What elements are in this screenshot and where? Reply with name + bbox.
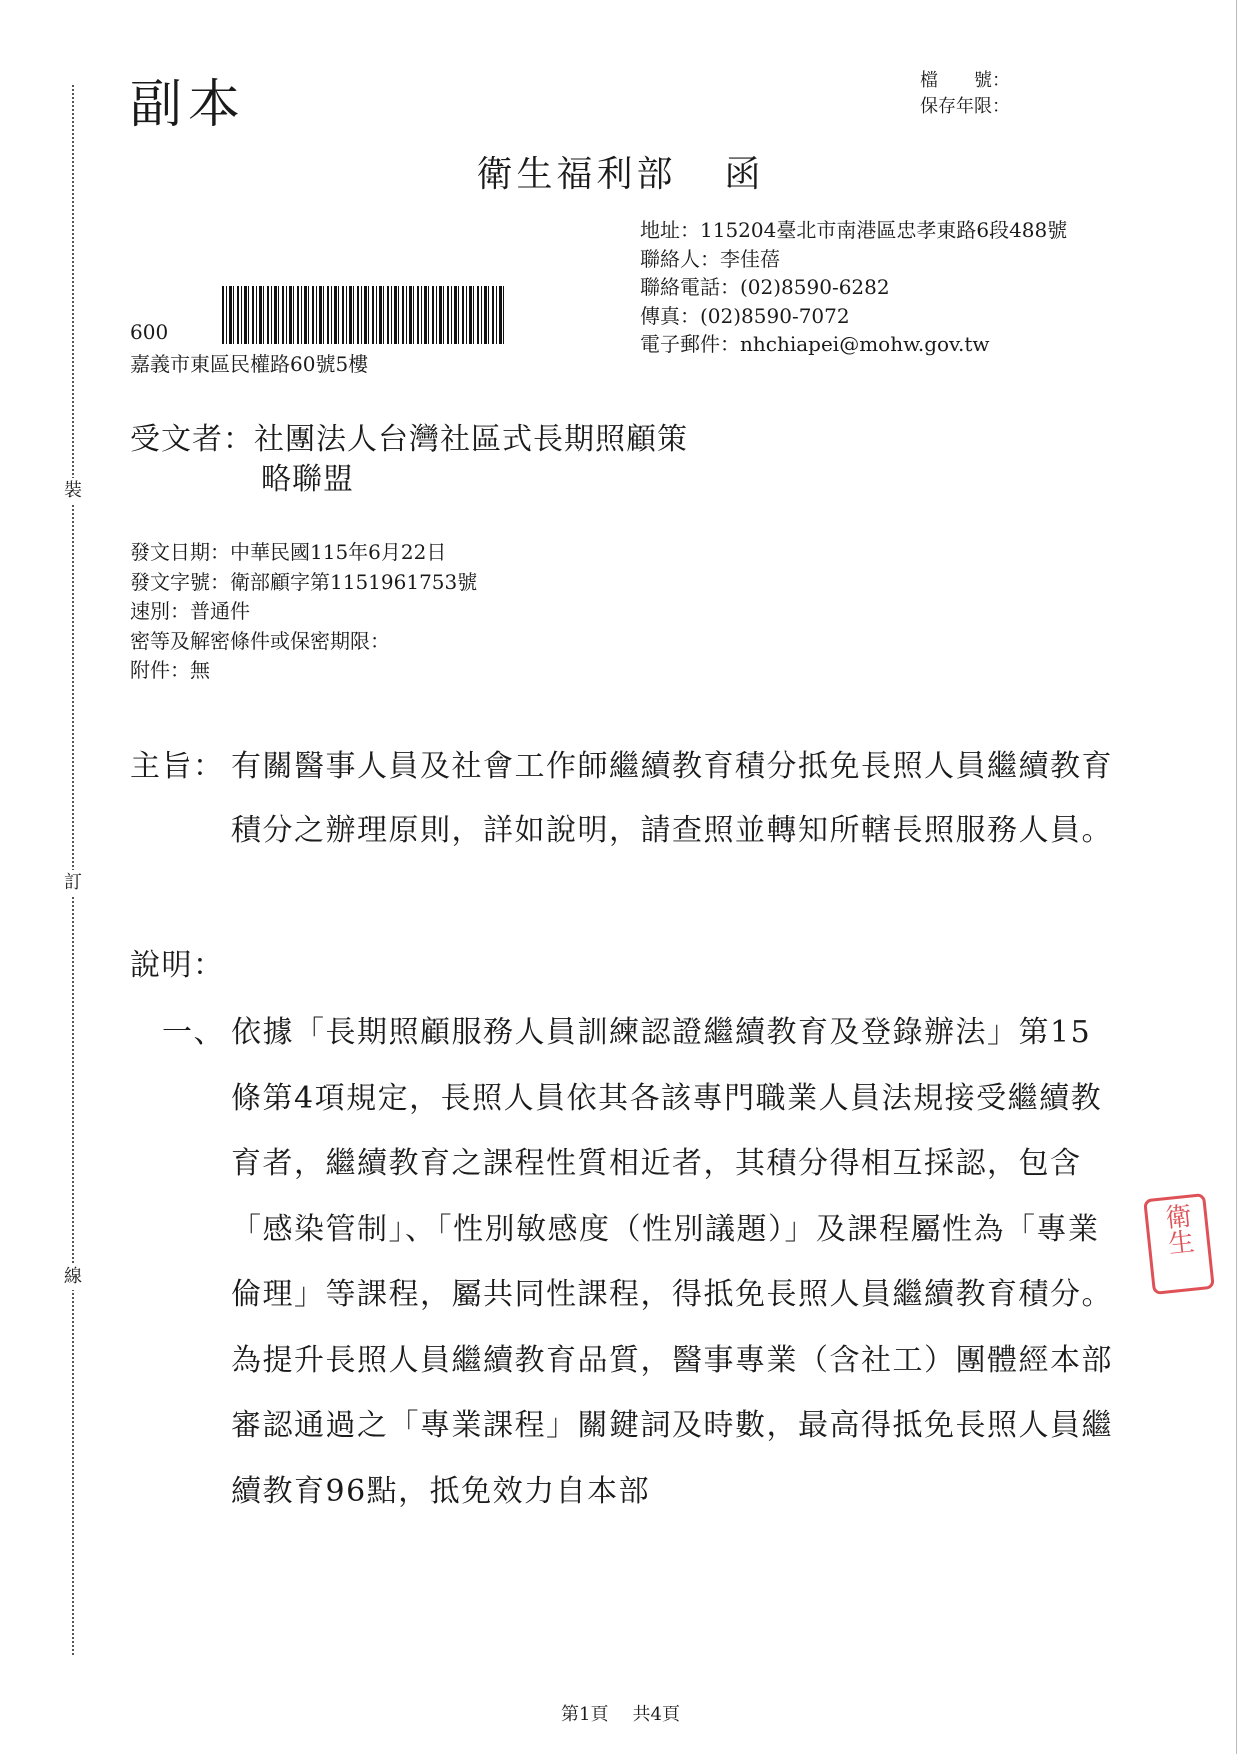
retention-period-label: 保存年限： — [920, 96, 1010, 117]
contact-phone: 聯絡電話：(02)8590-6282 — [640, 275, 890, 299]
contact-block — [640, 216, 1067, 359]
subject-label: 主旨： — [130, 749, 225, 784]
subject-text: 有關醫事人員及社會工作師繼續教育積分抵免長照人員繼續教育積分之辦理原則，詳如說明，請查照並轉知所轄長照服務人員。 — [231, 749, 1113, 848]
contact-address: 地址：115204臺北市南港區忠孝東路6段488號 — [640, 218, 1068, 242]
contact-email: 電子郵件：nhchiapei@mohw.gov.tw — [640, 332, 990, 356]
contact-fax: 傳真：(02)8590-7072 — [640, 303, 850, 328]
item-number: 一、 — [162, 1015, 225, 1050]
attachments: 附件：無 — [130, 658, 210, 682]
page-number: 第1頁 — [561, 1704, 609, 1725]
barcode — [222, 286, 506, 344]
binding-mark-ding: 訂 — [60, 870, 86, 896]
document-number: 發文字號：衛部顧字第1151961753號 — [130, 569, 478, 594]
secrecy-level: 密等及解密條件或保密期限： — [130, 628, 390, 653]
page-footer — [0, 1700, 1241, 1726]
recipient-name-line2: 略聯盟 — [261, 462, 354, 497]
page-edge — [1236, 0, 1237, 1754]
item-text: 依據「長期照顧服務人員訓練認證繼續教育及登錄辦法」第15條第4項規定，長照人員依其各該專門職業人員法規接受繼續教育者，繼續教育之課程性質相近者，其積分得相互採認，包含「感染管制」、「性別敏感度（性別議題）」及課程屬性為「專業倫理」等課程，屬共同性課程，得抵免長照人員繼續教育積分。為提升長照人員繼續教育品質，醫事專業（含社工）團體經本部審認通過之「專業課程」關鍵詞及時數，最高得抵免長照人員繼續教育96點，抵免效力自本部 — [231, 1015, 1113, 1509]
page-total: 共4頁 — [632, 1704, 680, 1725]
copy-stamp: 副本 — [130, 75, 247, 135]
agency-name: 衛生福利部 — [476, 154, 677, 195]
mailing-address: 嘉義市東區民權路60號5樓 — [130, 352, 369, 376]
archive-info — [920, 68, 1010, 120]
binding-mark-xian: 線 — [60, 1264, 86, 1290]
binding-mark-zhuang: 裝 — [60, 478, 86, 504]
explanation-item — [130, 1000, 1120, 1524]
letter-heading — [0, 146, 1241, 197]
postal-code: 600 — [130, 320, 169, 344]
document-meta — [130, 538, 477, 686]
recipient-label: 受文者： — [130, 422, 254, 457]
contact-person: 聯絡人：李佳蓓 — [640, 246, 780, 271]
seal-stamp: 衛生 — [1143, 1193, 1215, 1295]
file-number-label: 檔 號： — [920, 70, 1010, 91]
delivery-speed: 速別：普通件 — [130, 599, 250, 623]
subject-section — [130, 735, 1120, 863]
recipient-block — [130, 420, 688, 500]
document-type: 函 — [724, 154, 765, 195]
explanation-label: 說明： — [130, 948, 225, 983]
issue-date: 發文日期：中華民國115年6月22日 — [130, 540, 447, 564]
recipient-name-line1: 社團法人台灣社區式長期照顧策 — [254, 422, 688, 457]
